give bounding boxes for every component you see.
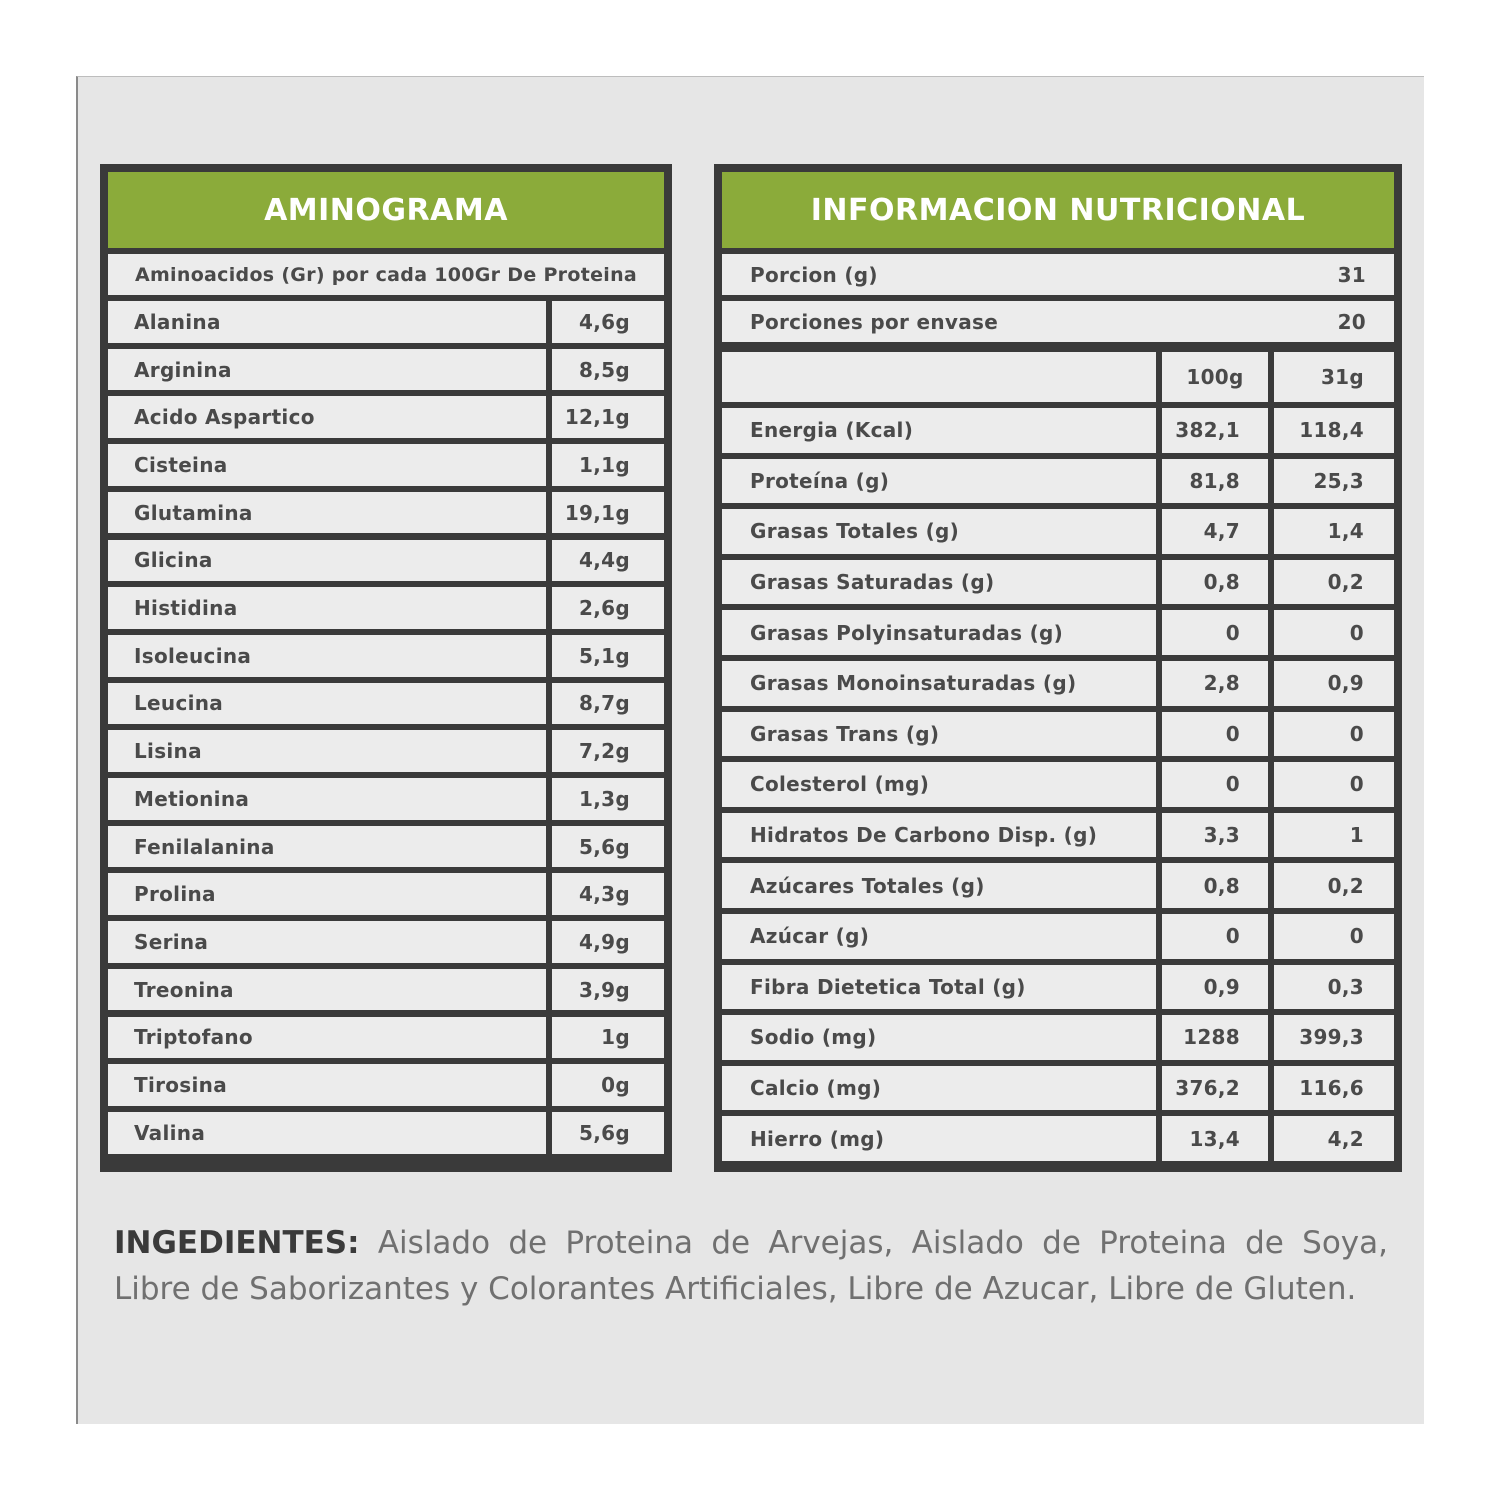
nutrient-value-portion: 0,2 [1274, 560, 1394, 605]
nutrient-value-portion: 0,3 [1274, 965, 1394, 1010]
amino-name: Acido Aspartico [108, 396, 546, 438]
nutrient-value-100g: 0,8 [1162, 863, 1268, 908]
amino-name: Arginina [108, 349, 546, 391]
nutrient-name: Grasas Monoinsaturadas (g) [722, 661, 1156, 706]
aminograma-table [100, 164, 672, 1172]
amino-name: Serina [108, 921, 546, 963]
nutrient-name: Proteína (g) [722, 459, 1156, 504]
nutrient-value-100g: 0 [1162, 914, 1268, 959]
amino-value: 1g [552, 1017, 664, 1059]
amino-name: Fenilalanina [108, 826, 546, 868]
amino-value: 0g [552, 1064, 664, 1106]
nutrient-value-portion: 0 [1274, 712, 1394, 757]
amino-value: 7,2g [552, 730, 664, 772]
amino-value: 19,1g [552, 492, 664, 534]
nutrient-name: Grasas Polyinsaturadas (g) [722, 610, 1156, 655]
amino-name: Isoleucina [108, 635, 546, 677]
nutrient-value-100g: 0,9 [1162, 965, 1268, 1010]
col-header-portion: 31g [1274, 352, 1394, 402]
amino-name: Metionina [108, 778, 546, 820]
amino-value: 1,1g [552, 444, 664, 486]
amino-name: Prolina [108, 873, 546, 915]
nutrient-value-100g: 1288 [1162, 1015, 1268, 1060]
nutrient-value-portion: 0,2 [1274, 863, 1394, 908]
nutrient-value-100g: 2,8 [1162, 661, 1268, 706]
amino-name: Glutamina [108, 492, 546, 534]
nutrient-value-100g: 0 [1162, 610, 1268, 655]
nutrient-value-portion: 25,3 [1274, 459, 1394, 504]
porciones-row [722, 301, 1394, 342]
nutrient-name: Energia (Kcal) [722, 408, 1156, 453]
amino-name: Cisteina [108, 444, 546, 486]
ingredients-block [114, 1220, 1388, 1312]
nutrient-value-100g: 382,1 [1162, 408, 1268, 453]
amino-value: 4,6g [552, 301, 664, 343]
aminograma-title: AMINOGRAMA [108, 172, 664, 248]
header-empty-cell [722, 352, 1156, 402]
amino-value: 5,1g [552, 635, 664, 677]
nutrient-value-100g: 0,8 [1162, 560, 1268, 605]
amino-name: Alanina [108, 301, 546, 343]
amino-value: 5,6g [552, 826, 664, 868]
amino-value: 8,5g [552, 349, 664, 391]
porcion-label: Porcion (g) [750, 262, 878, 287]
amino-name: Tirosina [108, 1064, 546, 1106]
amino-value: 12,1g [552, 396, 664, 438]
amino-name: Lisina [108, 730, 546, 772]
amino-name: Leucina [108, 683, 546, 725]
amino-value: 5,6g [552, 1112, 664, 1154]
nutrient-value-portion: 4,2 [1274, 1116, 1394, 1161]
nutrient-value-100g: 3,3 [1162, 813, 1268, 858]
col-header-100g: 100g [1162, 352, 1268, 402]
nutrient-name: Hierro (mg) [722, 1116, 1156, 1161]
nutrient-value-100g: 81,8 [1162, 459, 1268, 504]
nutrient-name: Grasas Trans (g) [722, 712, 1156, 757]
nutrient-value-portion: 1,4 [1274, 509, 1394, 554]
nutrient-value-portion: 118,4 [1274, 408, 1394, 453]
porcion-row [722, 254, 1394, 295]
nutrient-name: Grasas Totales (g) [722, 509, 1156, 554]
amino-value: 4,4g [552, 540, 664, 582]
nutrient-value-100g: 13,4 [1162, 1116, 1268, 1161]
amino-name: Histidina [108, 587, 546, 629]
nutrient-value-portion: 399,3 [1274, 1015, 1394, 1060]
amino-value: 2,6g [552, 587, 664, 629]
aminograma-subtitle: Aminoacidos (Gr) por cada 100Gr De Proteina [108, 254, 664, 295]
nutrient-value-100g: 0 [1162, 762, 1268, 807]
nutrient-name: Azúcares Totales (g) [722, 863, 1156, 908]
amino-name: Valina [108, 1112, 546, 1154]
nutrient-value-100g: 0 [1162, 712, 1268, 757]
amino-value: 1,3g [552, 778, 664, 820]
nutrient-name: Grasas Saturadas (g) [722, 560, 1156, 605]
nutrient-value-portion: 116,6 [1274, 1066, 1394, 1111]
nutrition-title: INFORMACION NUTRICIONAL [722, 172, 1394, 248]
nutrient-name: Fibra Dietetica Total (g) [722, 965, 1156, 1010]
nutrient-value-portion: 0,9 [1274, 661, 1394, 706]
porcion-value: 31 [1337, 262, 1366, 287]
amino-value: 4,9g [552, 921, 664, 963]
nutrient-value-portion: 1 [1274, 813, 1394, 858]
nutrient-name: Hidratos De Carbono Disp. (g) [722, 813, 1156, 858]
nutrient-name: Sodio (mg) [722, 1015, 1156, 1060]
ingredients-text: Aislado de Proteina de Arvejas, Aislado de Proteina de Soya, Libre de Saborizantes y Colorantes Artificiales, Libre de Azucar, Libre de Gluten. [114, 1225, 1388, 1307]
amino-name: Triptofano [108, 1017, 546, 1059]
porciones-value: 20 [1337, 309, 1366, 334]
nutrient-value-portion: 0 [1274, 762, 1394, 807]
nutrient-value-100g: 376,2 [1162, 1066, 1268, 1111]
nutrient-name: Calcio (mg) [722, 1066, 1156, 1111]
amino-name: Treonina [108, 969, 546, 1011]
nutrient-name: Colesterol (mg) [722, 762, 1156, 807]
amino-value: 8,7g [552, 683, 664, 725]
amino-value: 4,3g [552, 873, 664, 915]
nutrient-name: Azúcar (g) [722, 914, 1156, 959]
porciones-label: Porciones por envase [750, 309, 999, 334]
amino-value: 3,9g [552, 969, 664, 1011]
ingredients-label: INGEDIENTES: [114, 1225, 360, 1261]
nutrient-value-portion: 0 [1274, 610, 1394, 655]
amino-name: Glicina [108, 540, 546, 582]
nutrient-value-100g: 4,7 [1162, 509, 1268, 554]
nutrition-table [714, 164, 1402, 1172]
nutrient-value-portion: 0 [1274, 914, 1394, 959]
